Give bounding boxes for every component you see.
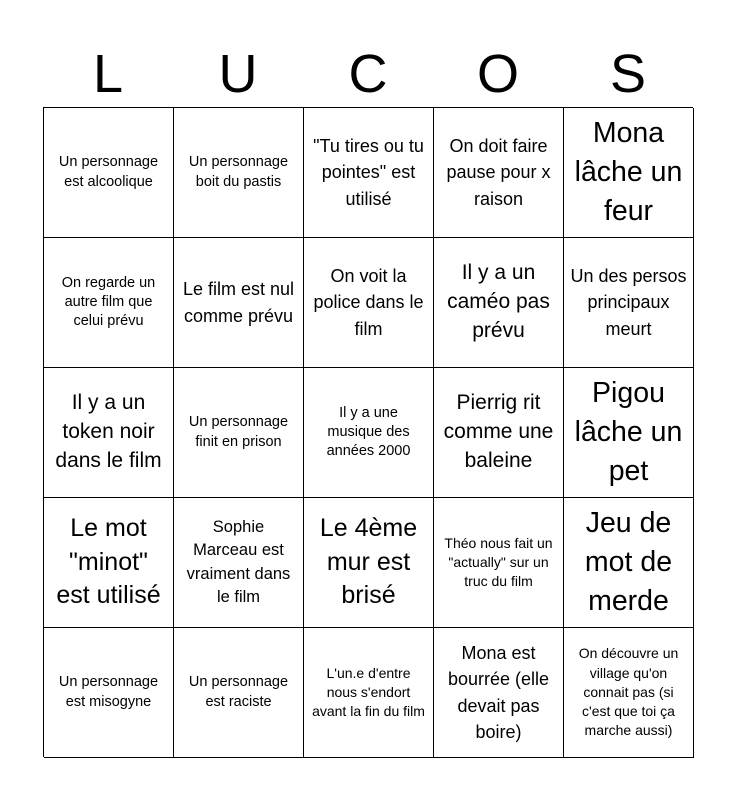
bingo-cell-r2-c3[interactable] (304, 238, 434, 368)
bingo-cell-r2-c2[interactable] (174, 238, 304, 368)
cell-text: Pierrig rit comme une baleine (443, 391, 554, 472)
cell-text: Mona lâche un feur (574, 116, 683, 228)
cell-text: "Tu tires ou tu pointes" est utilisé (313, 136, 424, 209)
header-letter-l: L (92, 44, 124, 104)
bingo-cell-r3-c4[interactable] (434, 368, 564, 498)
bingo-cell-r3-c5[interactable] (564, 368, 694, 498)
bingo-cell-r1-c1[interactable] (44, 108, 174, 238)
cell-text: On voit la police dans le film (313, 266, 424, 339)
header-letter-o: O (476, 44, 519, 104)
bingo-cell-r5-c3[interactable] (304, 628, 434, 758)
bingo-cell-r1-c4[interactable] (434, 108, 564, 238)
bingo-cell-r5-c4[interactable] (434, 628, 564, 758)
bingo-cell-r4-c3[interactable] (304, 498, 434, 628)
bingo-cell-r2-c1[interactable] (44, 238, 174, 368)
bingo-cell-r2-c5[interactable] (564, 238, 694, 368)
bingo-cell-r5-c5[interactable] (564, 628, 694, 758)
cell-text: Théo nous fait un "actually" sur un truc du film (444, 534, 553, 590)
header-letter-u: U (218, 44, 258, 104)
cell-text: Sophie Marceau est vraiment dans le film (186, 517, 291, 606)
cell-text: On doit faire pause pour x raison (446, 136, 551, 209)
cell-text: Un personnage est raciste (188, 674, 289, 710)
bingo-cell-r4-c2[interactable] (174, 498, 304, 628)
bingo-cell-r1-c5[interactable] (564, 108, 694, 238)
cell-text: L'un.e d'entre nous s'endort avant la fin du film (312, 664, 425, 720)
bingo-cell-r1-c2[interactable] (174, 108, 304, 238)
header-letter-c: C (348, 44, 388, 104)
cell-text: Un personnage boit du pastis (188, 154, 289, 190)
bingo-cell-r4-c1[interactable] (44, 498, 174, 628)
cell-text: On découvre un village qu'on connait pas (si c'est que toi ça marche aussi) (578, 645, 679, 739)
bingo-cell-r3-c3[interactable] (304, 368, 434, 498)
cell-text: Un des persos principaux meurt (570, 266, 687, 339)
cell-text: Le film est nul comme prévu (182, 279, 295, 326)
bingo-cell-r2-c4[interactable] (434, 238, 564, 368)
cell-text: Il y a une musique des années 2000 (326, 404, 411, 460)
bingo-cell-r3-c1[interactable] (44, 368, 174, 498)
bingo-cell-r4-c5[interactable] (564, 498, 694, 628)
cell-text: Un personnage est alcoolique (58, 154, 159, 190)
header-letter-s: S (609, 44, 647, 104)
cell-text: Mona est bourrée (elle devait pas boire) (447, 643, 550, 742)
cell-text: Il y a un caméo pas prévu (447, 261, 550, 342)
bingo-cell-r1-c3[interactable] (304, 108, 434, 238)
cell-text: Le 4ème mur est brisé (319, 513, 418, 610)
bingo-board (43, 107, 693, 757)
bingo-cell-r4-c4[interactable] (434, 498, 564, 628)
cell-text: Il y a un token noir dans le film (55, 391, 162, 472)
cell-text: Pigou lâche un pet (574, 376, 683, 488)
cell-text: Jeu de mot de merde (584, 506, 673, 618)
cell-text: Un personnage est misogyne (58, 674, 159, 710)
cell-text: On regarde un autre film que celui prévu (61, 274, 156, 330)
bingo-cell-r3-c2[interactable] (174, 368, 304, 498)
bingo-cell-r5-c2[interactable] (174, 628, 304, 758)
bingo-cell-r5-c1[interactable] (44, 628, 174, 758)
bingo-header (43, 40, 693, 108)
cell-text: Le mot "minot" est utilisé (56, 513, 161, 610)
cell-text: Un personnage finit en prison (188, 414, 289, 450)
